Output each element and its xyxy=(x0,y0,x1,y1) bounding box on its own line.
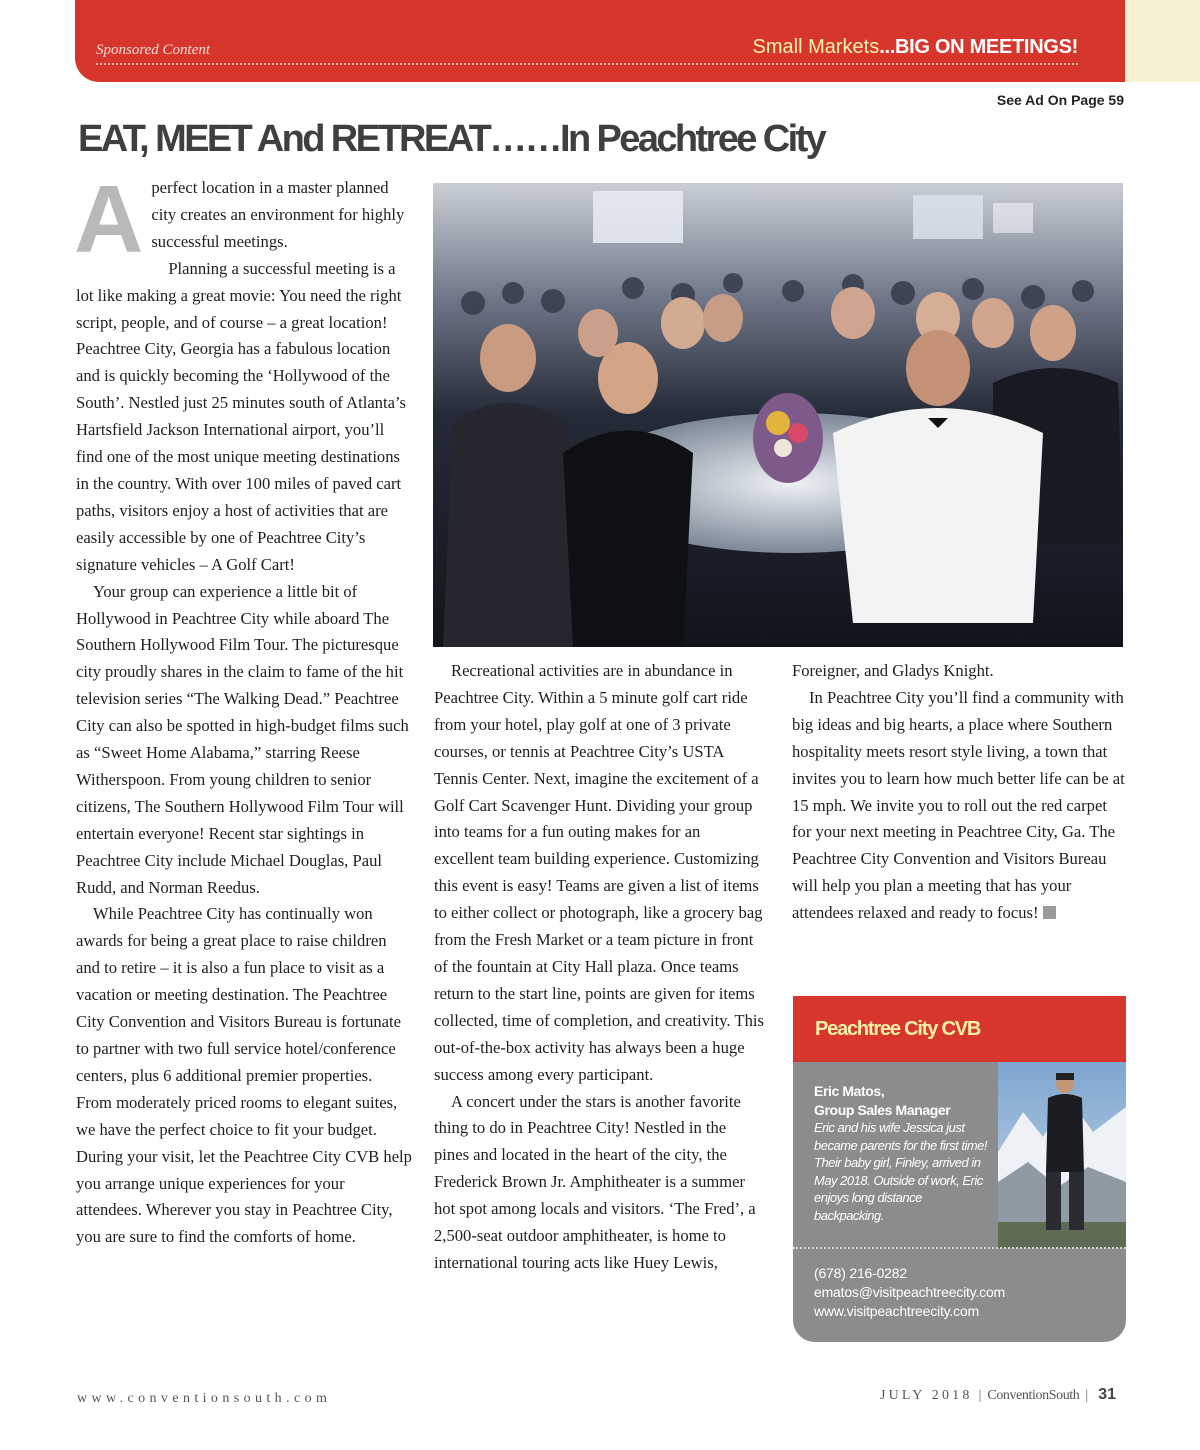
sponsored-label: Sponsored Content xyxy=(96,42,211,58)
page-number: 31 xyxy=(1098,1386,1116,1403)
banquet-photo xyxy=(433,183,1123,647)
contact-photo-image xyxy=(998,1062,1126,1248)
contact-phone[interactable]: (678) 216-0282 xyxy=(814,1265,907,1281)
contact-name-block xyxy=(814,1082,1004,1120)
tagline-bold: ...BIG ON MEETINGS! xyxy=(879,36,1078,58)
header-tab xyxy=(1125,0,1200,82)
paragraph: Foreigner, and Gladys Knight. xyxy=(792,661,994,680)
tagline-light: Small Markets xyxy=(752,36,880,58)
paragraph: While Peachtree City has continually won awards for being a great place to raise children and to retire – it is also a fun place to visit as a vacation or meeting destination. The Peachtree City Convention and Visitors Bureau is fortunate to partner with two full service hotel/conference centers, plus 6 additional premier properties. From moderately priced rooms to elegant suites, we have the perfect choice to fit your budget. During your visit, let the Peachtree City CVB help you arrange unique experiences for your attendees. Wherever you stay in Peachtree City, you are sure to find the comforts of home. xyxy=(76,904,412,1247)
paragraph xyxy=(792,685,1127,927)
paragraph-text: In Peachtree City you’ll find a community with big ideas and big hearts, a place where Southern hospitality meets resort style living, a town that invites you to learn how much better life can be at 15 mph. We invite you to roll out the red carpet for your next meeting in Peachtree City, Ga. The Peachtree City Convention and Visitors Bureau will help you plan a meeting that has your attendees relaxed and ready to focus! xyxy=(792,687,1125,923)
cvb-box-title: Peachtree City CVB xyxy=(815,1018,981,1040)
contact-name: Eric Matos, xyxy=(814,1083,885,1099)
see-ad-link[interactable]: See Ad On Page 59 xyxy=(996,92,1124,108)
footer-separator: | xyxy=(978,1388,982,1403)
footer-date: JULY 2018 xyxy=(879,1388,973,1403)
footer-website[interactable]: www.conventionsouth.com xyxy=(77,1391,332,1406)
contact-website[interactable]: www.visitpeachtreecity.com xyxy=(814,1303,979,1319)
paragraph: Planning a successful meeting is a lot like making a great movie: You need the right script, people, and of course – a great location! Peachtree City, Georgia has a fabulous location and is quickly becoming the ‘Hollywood of the South’. Nestled just 25 minutes south of Atlanta’s Hartsfield Jackson International airport, you’ll find one of the most unique meeting destinations in the country. With over 100 miles of paved cart paths, visitors enjoy a host of activities that are easily accessible by one of Peachtree City’s signature vehicles – A Golf Cart! xyxy=(76,258,407,574)
section-tagline xyxy=(753,36,1078,59)
header-dotted-rule xyxy=(96,63,1078,65)
paragraph: A concert under the stars is another favorite thing to do in Peachtree City! Nestled in the pines and located in the heart of the city, the Frederick Brown Jr. Amphitheater is a summer hot spot among locals and visitors. ‘The Fred’, a 2,500-seat outdoor amphitheater, is home to international touring acts like Huey Lewis, xyxy=(434,1091,756,1272)
paragraph: Your group can experience a little bit of Hollywood in Peachtree City while aboard The Southern Hollywood Film Tour. The picturesque city proudly shares in the claim to fame of the hit television series “The Walking Dead.” Peachtree City can also be spotted in high-budget films such as “Sweet Home Alabama,” starring Reese Witherspoon. From young children to senior citizens, The Southern Hollywood Film Tour will entertain everyone! Recent star sightings in Peachtree City include Michael Douglas, Paul Rudd, and Norman Reedus. xyxy=(76,581,409,897)
article-column-3 xyxy=(792,658,1127,927)
cvb-contact-box xyxy=(793,996,1126,1342)
paragraph: perfect location in a master planned city creates an environment for highly successful meetings. xyxy=(151,178,405,251)
article-headline: EAT, MEET And RETREAT……In Peachtree City xyxy=(78,118,825,160)
article-column-2 xyxy=(434,658,764,1277)
contact-email[interactable]: ematos@visitpeachtreecity.com xyxy=(814,1284,1005,1300)
footer-separator: | xyxy=(1085,1388,1089,1403)
banquet-photo-image xyxy=(433,183,1123,647)
drop-cap: A xyxy=(74,166,144,273)
contact-role: Group Sales Manager xyxy=(814,1102,951,1118)
footer-brand: ConventionSouth xyxy=(987,1388,1080,1403)
contact-details xyxy=(814,1264,1005,1321)
contact-photo xyxy=(998,1062,1126,1248)
article-column-1 xyxy=(74,166,412,1251)
end-mark-icon xyxy=(1043,906,1056,919)
footer-folio xyxy=(880,1386,1116,1404)
paragraph: Recreational activities are in abundance in Peachtree City. Within a 5 minute golf cart ride from your hotel, play golf at one of 3 private courses, or tennis at Peachtree City’s USTA Tennis Center. Next, imagine the excitement of a Golf Cart Scavenger Hunt. Dividing your group into teams for a fun outing makes for an excellent team building experience. Customizing this event is easy! Teams are given a list of items to either collect or photograph, like a grocery bag from the Fresh Market or a team picture in front of the fountain at City Hall plaza. Once teams return to the start line, points are given for items collected, time of completion, and creativity. This out-of-the-box activity has always been a huge success among every participant. xyxy=(434,661,764,1084)
cvb-dotted-rule xyxy=(793,1247,1126,1249)
contact-bio: Eric and his wife Jessica just became parents for the first time! Their baby girl, Finley, arrived in May 2018. Outside of work, Eric enjoys long distance backpacking. xyxy=(814,1120,988,1223)
